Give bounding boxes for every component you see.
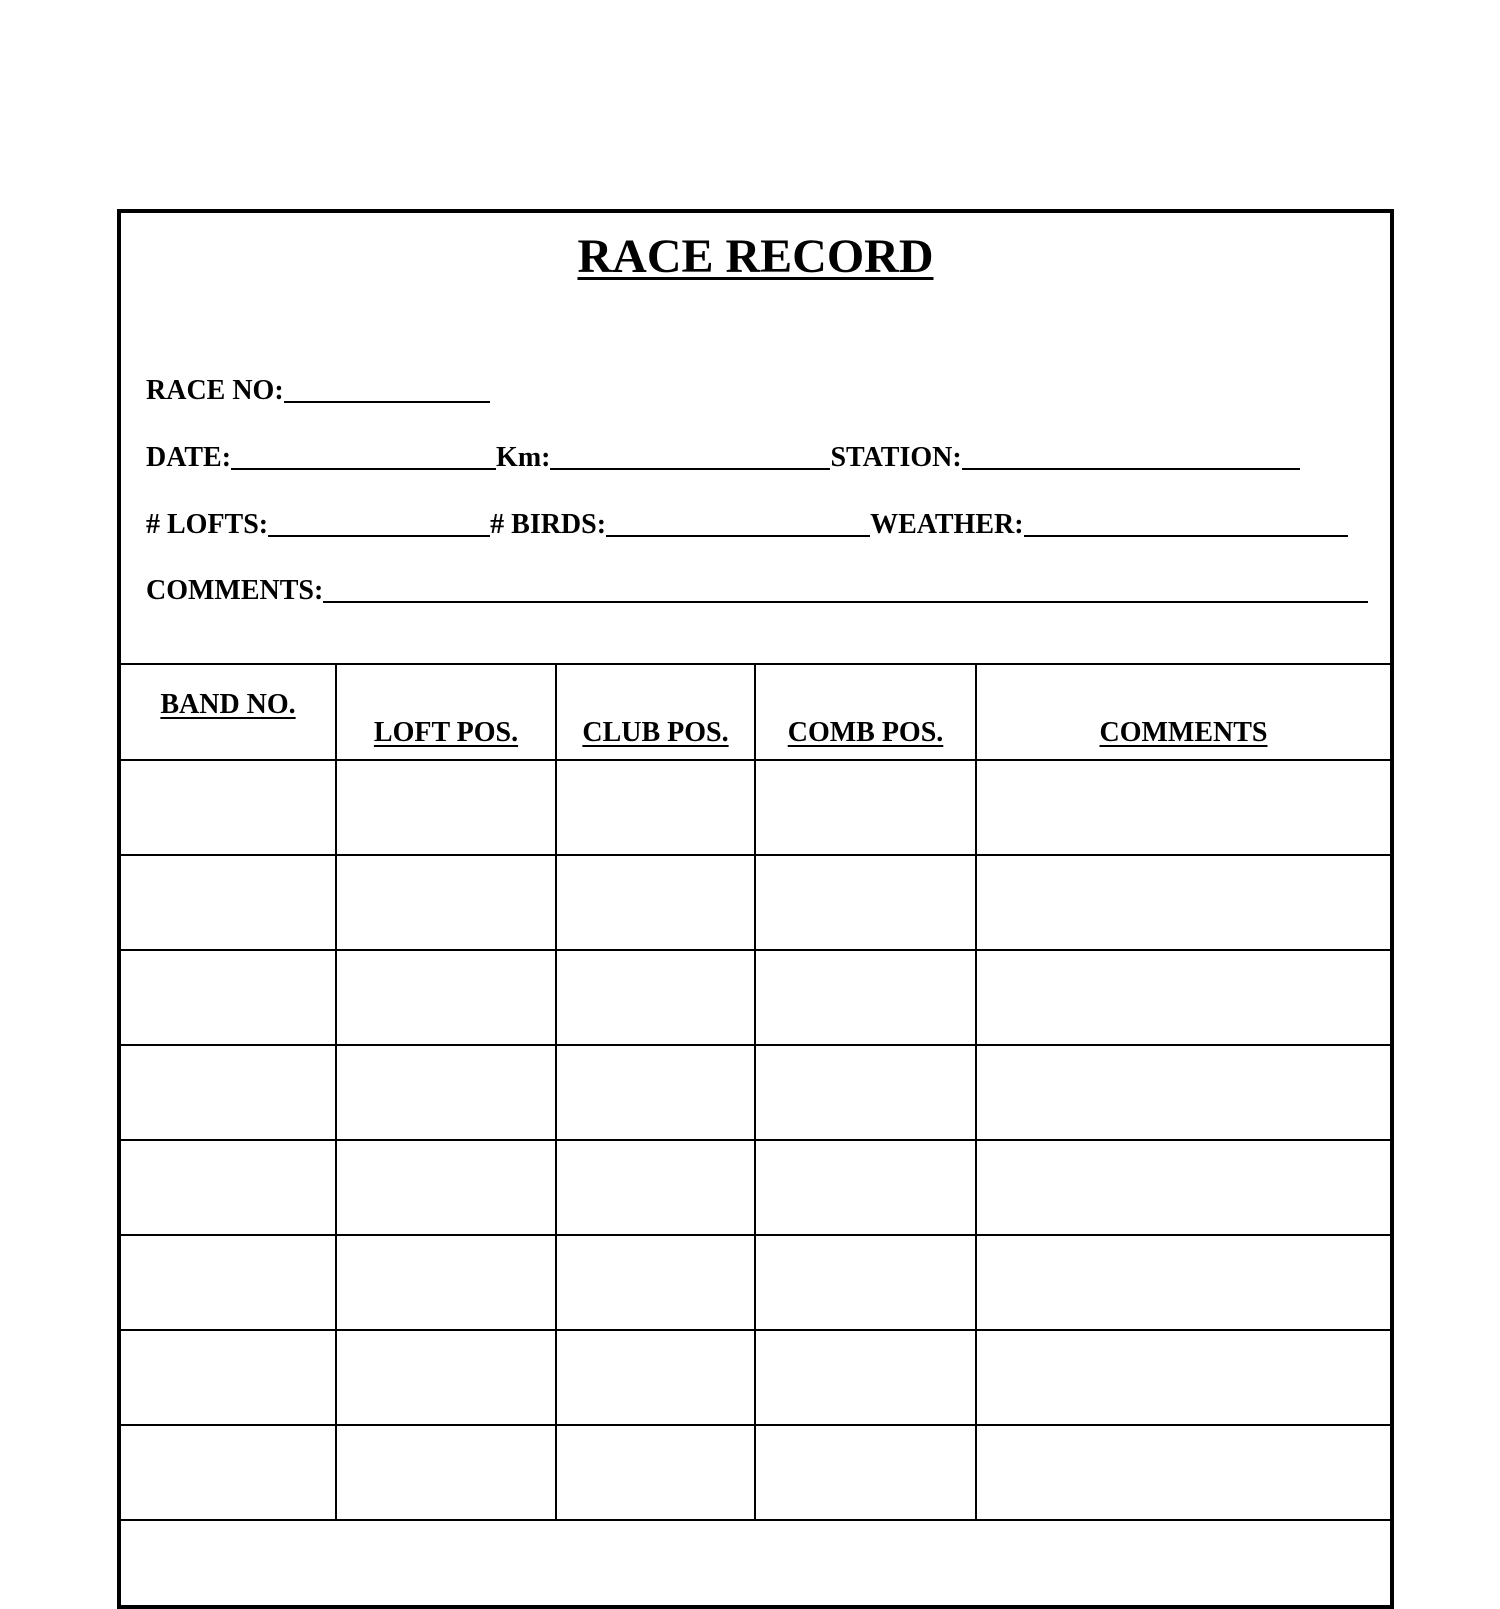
loft-pos-cell[interactable]: [336, 1045, 556, 1140]
km-label: Km:: [496, 442, 551, 473]
comments-cell[interactable]: [976, 760, 1390, 855]
lofts-birds-weather-row: [146, 511, 1348, 539]
comments-label: COMMENTS:: [146, 575, 324, 606]
band-no-cell[interactable]: [121, 760, 336, 855]
race-record-form: [117, 209, 1394, 1609]
comb-pos-cell[interactable]: [755, 950, 976, 1045]
band-no-cell[interactable]: [121, 1235, 336, 1330]
date-field[interactable]: [146, 444, 496, 472]
weather-field[interactable]: [870, 511, 1348, 539]
band-no-cell[interactable]: [121, 950, 336, 1045]
club-pos-cell[interactable]: [556, 1425, 755, 1520]
birds-label: # BIRDS:: [490, 509, 607, 540]
column-header-comments: COMMENTS: [976, 664, 1390, 760]
table-row: [121, 1235, 1390, 1330]
loft-pos-cell[interactable]: [336, 855, 556, 950]
comments-blank[interactable]: [323, 600, 1368, 603]
weather-label: WEATHER:: [870, 509, 1024, 540]
band-no-cell[interactable]: [121, 1425, 336, 1520]
comb-pos-cell[interactable]: [755, 855, 976, 950]
race-no-field[interactable]: [146, 377, 490, 405]
loft-pos-cell[interactable]: [336, 1425, 556, 1520]
loft-pos-cell[interactable]: [336, 760, 556, 855]
station-blank[interactable]: [962, 467, 1300, 470]
column-header-band-no: BAND NO.: [121, 664, 336, 760]
race-no-blank[interactable]: [284, 400, 490, 403]
club-pos-cell[interactable]: [556, 760, 755, 855]
comments-cell[interactable]: [976, 1425, 1390, 1520]
lofts-field[interactable]: [146, 511, 490, 539]
comments-cell[interactable]: [976, 1045, 1390, 1140]
band-no-cell[interactable]: [121, 855, 336, 950]
km-field[interactable]: [496, 444, 830, 472]
station-label: STATION:: [830, 442, 962, 473]
loft-pos-cell[interactable]: [336, 950, 556, 1045]
race-no-label: RACE NO:: [146, 375, 284, 406]
table-row: [121, 1045, 1390, 1140]
page-title: RACE RECORD: [577, 230, 934, 283]
race-no-row: [146, 377, 490, 405]
results-table: [121, 663, 1390, 1521]
loft-pos-cell[interactable]: [336, 1235, 556, 1330]
birds-blank[interactable]: [606, 534, 870, 537]
comb-pos-cell[interactable]: [755, 1045, 976, 1140]
km-blank[interactable]: [550, 467, 830, 470]
club-pos-cell[interactable]: [556, 1235, 755, 1330]
table-row: [121, 1140, 1390, 1235]
comments-cell[interactable]: [976, 1330, 1390, 1425]
lofts-blank[interactable]: [268, 534, 490, 537]
comments-field[interactable]: [146, 577, 1368, 605]
weather-blank[interactable]: [1024, 534, 1348, 537]
band-no-cell[interactable]: [121, 1330, 336, 1425]
club-pos-cell[interactable]: [556, 1140, 755, 1235]
loft-pos-cell[interactable]: [336, 1140, 556, 1235]
comments-row: [146, 577, 1368, 605]
club-pos-cell[interactable]: [556, 950, 755, 1045]
column-header-club-pos: CLUB POS.: [556, 664, 755, 760]
table-row: [121, 950, 1390, 1045]
comb-pos-cell[interactable]: [755, 760, 976, 855]
table-row: [121, 855, 1390, 950]
comb-pos-cell[interactable]: [755, 1425, 976, 1520]
table-header-row: [121, 664, 1390, 760]
comments-cell[interactable]: [976, 950, 1390, 1045]
comb-pos-cell[interactable]: [755, 1330, 976, 1425]
comb-pos-cell[interactable]: [755, 1235, 976, 1330]
table-row: [121, 1330, 1390, 1425]
band-no-cell[interactable]: [121, 1045, 336, 1140]
date-label: DATE:: [146, 442, 232, 473]
date-blank[interactable]: [231, 467, 496, 470]
comments-cell[interactable]: [976, 1140, 1390, 1235]
date-km-station-row: [146, 444, 1300, 472]
band-no-cell[interactable]: [121, 1140, 336, 1235]
table-row: [121, 1425, 1390, 1520]
club-pos-cell[interactable]: [556, 1045, 755, 1140]
column-header-comb-pos: COMB POS.: [755, 664, 976, 760]
comb-pos-cell[interactable]: [755, 1140, 976, 1235]
comments-cell[interactable]: [976, 1235, 1390, 1330]
comments-cell[interactable]: [976, 855, 1390, 950]
lofts-label: # LOFTS:: [146, 509, 269, 540]
club-pos-cell[interactable]: [556, 1330, 755, 1425]
club-pos-cell[interactable]: [556, 855, 755, 950]
column-header-loft-pos: LOFT POS.: [336, 664, 556, 760]
station-field[interactable]: [830, 444, 1299, 472]
table-row: [121, 760, 1390, 855]
loft-pos-cell[interactable]: [336, 1330, 556, 1425]
birds-field[interactable]: [490, 511, 870, 539]
